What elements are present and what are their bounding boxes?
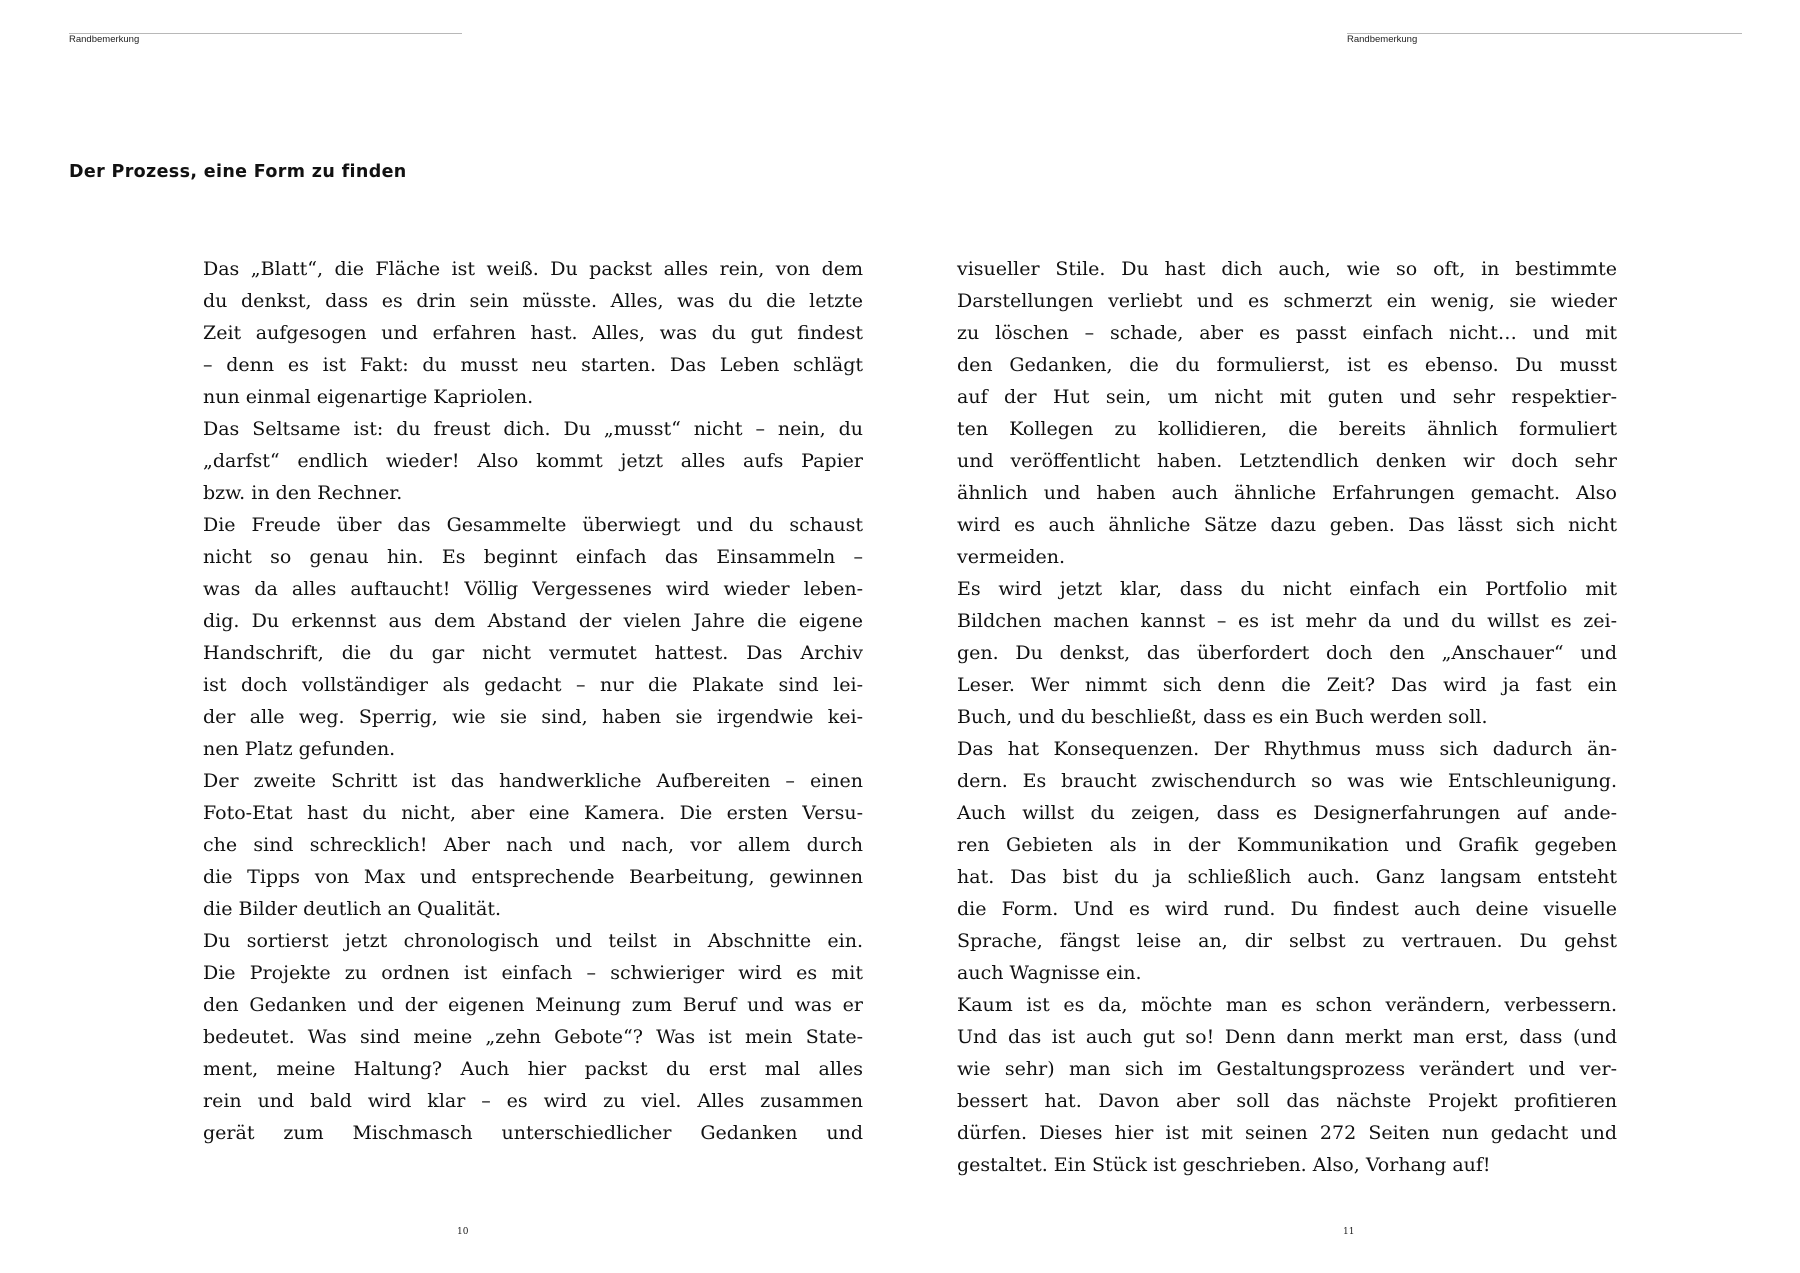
text-line: zu löschen – schade, aber es passt einfach nicht… und mit xyxy=(957,322,1617,344)
text-line: nun einmal eigenartige Kapriolen. xyxy=(203,386,534,408)
text-line: che sind schrecklich! Aber nach und nach, vor allem durch xyxy=(203,834,863,856)
text-line: gestaltet. Ein Stück ist geschrieben. Also, Vorhang auf! xyxy=(957,1154,1491,1176)
text-line: Das „Blatt“, die Fläche ist weiß. Du packst alles rein, von dem xyxy=(203,258,863,280)
text-line: ren Gebieten als in der Kommunikation und Grafik gegeben xyxy=(957,834,1617,856)
page-number: 11 xyxy=(1343,1227,1355,1237)
text-line: Buch, und du beschließt, dass es ein Buch werden soll. xyxy=(957,706,1488,728)
text-line: Es wird jetzt klar, dass du nicht einfach ein Portfolio mit xyxy=(957,578,1617,600)
text-line: du denkst, dass es drin sein müsste. Alles, was du die letzte xyxy=(203,290,863,312)
text-line: Darstellungen verliebt und es schmerzt ein wenig, sie wieder xyxy=(957,290,1617,312)
text-line: „darfst“ endlich wieder! Also kommt jetzt alles aufs Papier xyxy=(203,450,863,472)
text-line: die Bilder deutlich an Qualität. xyxy=(203,898,502,920)
text-line: – denn es ist Fakt: du musst neu starten. Das Leben schlägt xyxy=(203,354,863,376)
text-line: dürfen. Dieses hier ist mit seinen 272 Seiten nun gedacht und xyxy=(957,1122,1617,1144)
text-line: gen. Du denkst, das überfordert doch den „Anschauer“ und xyxy=(957,642,1617,664)
running-head: Randbemerkung xyxy=(69,34,140,45)
text-line: der alle weg. Sperrig, wie sie sind, haben sie irgendwie kei- xyxy=(203,706,863,728)
text-line: rein und bald wird klar – es wird zu viel. Alles zusammen xyxy=(203,1090,863,1112)
text-line: Handschrift, die du gar nicht vermutet hattest. Das Archiv xyxy=(203,642,863,664)
text-line: den Gedanken und der eigenen Meinung zum Beruf und was er xyxy=(203,994,863,1016)
text-line: Zeit aufgesogen und erfahren hast. Alles, was du gut findest xyxy=(203,322,863,344)
text-line: die Tipps von Max und entsprechende Bearbeitung, gewinnen xyxy=(203,866,863,888)
text-line: ten Kollegen zu kollidieren, die bereits ähnlich formuliert xyxy=(957,418,1617,440)
text-line: hat. Das bist du ja schließlich auch. Ganz langsam entsteht xyxy=(957,866,1617,888)
text-line: Sprache, fängst leise an, dir selbst zu vertrauen. Du gehst xyxy=(957,930,1617,952)
text-line: Auch willst du zeigen, dass es Designerfahrungen auf ande- xyxy=(957,802,1617,824)
text-line: ist doch vollständiger als gedacht – nur die Plakate sind lei- xyxy=(203,674,863,696)
text-line: bessert hat. Davon aber soll das nächste Projekt profitieren xyxy=(957,1090,1617,1112)
text-line: bzw. in den Rechner. xyxy=(203,482,403,504)
text-line: ähnlich und haben auch ähnliche Erfahrungen gemacht. Also xyxy=(957,482,1617,504)
text-line: und veröffentlicht haben. Letztendlich denken wir doch sehr xyxy=(957,450,1617,472)
text-line: Foto-Etat hast du nicht, aber eine Kamera. Die ersten Versu- xyxy=(203,802,863,824)
text-line: wird es auch ähnliche Sätze dazu geben. Das lässt sich nicht xyxy=(957,514,1617,536)
text-line: Der zweite Schritt ist das handwerkliche Aufbereiten – einen xyxy=(203,770,863,792)
right-text-column xyxy=(957,253,1617,1181)
page-number: 10 xyxy=(457,1227,469,1237)
text-line: gerät zum Mischmasch unterschiedlicher Gedanken und xyxy=(203,1122,863,1144)
text-line: die Form. Und es wird rund. Du findest auch deine visuelle xyxy=(957,898,1617,920)
text-line: wie sehr) man sich im Gestaltungsprozess verändert und ver- xyxy=(957,1058,1617,1080)
text-line: visueller Stile. Du hast dich auch, wie so oft, in bestimmte xyxy=(957,258,1617,280)
text-line: nen Platz gefunden. xyxy=(203,738,396,760)
text-line: auf der Hut sein, um nicht mit guten und sehr respektier- xyxy=(957,386,1617,408)
text-line: dig. Du erkennst aus dem Abstand der vielen Jahre die eigene xyxy=(203,610,863,632)
section-title: Der Prozess, eine Form zu finden xyxy=(69,162,407,182)
text-line: bedeutet. Was sind meine „zehn Gebote“? Was ist mein State- xyxy=(203,1026,863,1048)
text-line: Die Freude über das Gesammelte überwiegt und du schaust xyxy=(203,514,863,536)
text-line: nicht so genau hin. Es beginnt einfach das Einsammeln – xyxy=(203,546,863,568)
text-line: den Gedanken, die du formulierst, ist es ebenso. Du musst xyxy=(957,354,1617,376)
left-text-column xyxy=(203,253,863,1149)
text-line: auch Wagnisse ein. xyxy=(957,962,1142,984)
text-line: was da alles auftaucht! Völlig Vergessenes wird wieder leben- xyxy=(203,578,863,600)
text-line: Bildchen machen kannst – es ist mehr da und du willst es zei- xyxy=(957,610,1617,632)
text-line: Du sortierst jetzt chronologisch und teilst in Abschnitte ein. xyxy=(203,930,863,952)
text-line: Das hat Konsequenzen. Der Rhythmus muss sich dadurch än- xyxy=(957,738,1617,760)
text-line: Und das ist auch gut so! Denn dann merkt man erst, dass (und xyxy=(957,1026,1617,1048)
text-line: Die Projekte zu ordnen ist einfach – schwieriger wird es mit xyxy=(203,962,863,984)
text-line: dern. Es braucht zwischendurch so was wie Entschleunigung. xyxy=(957,770,1617,792)
right-page xyxy=(900,0,1800,1273)
running-head: Randbemerkung xyxy=(1347,34,1418,45)
text-line: Leser. Wer nimmt sich denn die Zeit? Das wird ja fast ein xyxy=(957,674,1617,696)
text-line: ment, meine Haltung? Auch hier packst du erst mal alles xyxy=(203,1058,863,1080)
text-line: Das Seltsame ist: du freust dich. Du „musst“ nicht – nein, du xyxy=(203,418,863,440)
text-line: vermeiden. xyxy=(957,546,1066,568)
text-line: Kaum ist es da, möchte man es schon verändern, verbessern. xyxy=(957,994,1617,1016)
